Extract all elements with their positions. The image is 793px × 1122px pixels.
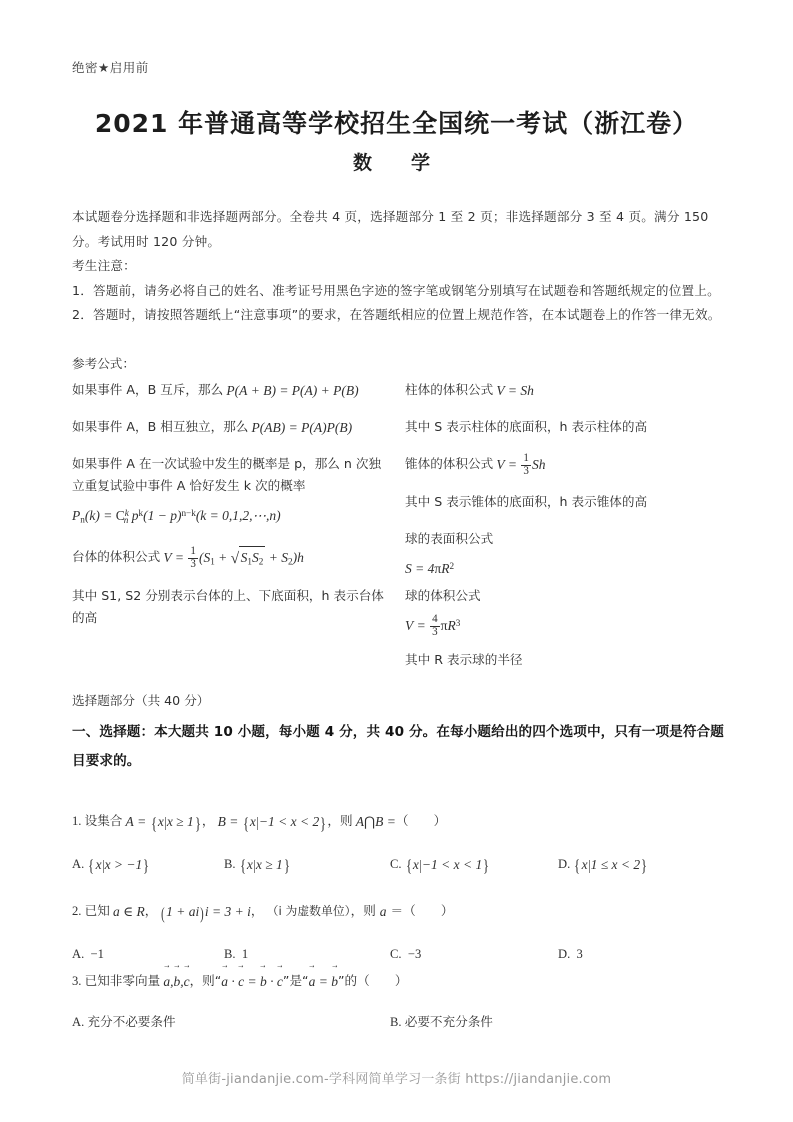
page-title: 2021 年普通高等学校招生全国统一考试（浙江卷） xyxy=(94,109,699,138)
question-3-options xyxy=(72,1012,732,1032)
question-2-options xyxy=(72,944,732,964)
question-2-option-b[interactable]: B. 1 xyxy=(224,946,249,961)
question-3-stem: 3. 已知非零向量 a →,b →,c →，则“a → · c → = b → · c →”是“a → = b →”的（ ） xyxy=(72,970,732,993)
formula-cone xyxy=(405,453,735,478)
question-2-option-d[interactable]: D. 3 xyxy=(558,946,583,961)
question-1-stem-pre: 设集合 xyxy=(84,813,123,828)
formula-mutually-exclusive-text: 如果事件 A，B 互斥，那么 xyxy=(72,382,224,397)
formula-column-right xyxy=(405,379,735,686)
question-3-option-a[interactable]: A. 充分不必要条件 xyxy=(72,1014,176,1029)
intro-line-1: 本试题卷分选择题和非选择题两部分。全卷共 4 页，选择题部分 1 至 2 页；非选择题部分 3 至 4 页。满分 150 分。考试用时 120 分钟。 xyxy=(72,209,709,249)
formula-sphere-volume-label: 球的体积公式 xyxy=(405,587,481,603)
formula-prism-label: 柱体的体积公式 xyxy=(405,382,494,397)
formula-independent-expr: P(AB) = P(A)P(B) xyxy=(251,420,353,435)
question-1-option-c[interactable]: C. {x|−1 < x < 1} xyxy=(390,856,490,876)
intro-block xyxy=(72,205,722,328)
intro-notice-label: 考生注意： xyxy=(72,258,136,273)
reference-formula-label: 参考公式： xyxy=(72,356,135,371)
formula-mutually-exclusive-expr: P(A + B) = P(A) + P(B) xyxy=(226,383,359,398)
part-label-choice: 选择题部分（共 40 分） xyxy=(72,693,210,708)
subject-title: 数 学 xyxy=(352,152,440,174)
formula-frustum-note: 其中 S1, S2 分别表示台体的上、下底面积，h 表示台体的高 xyxy=(72,588,384,626)
formula-frustum xyxy=(72,546,392,573)
question-3-stem-pre: 已知非零向量 xyxy=(84,973,161,988)
question-2-option-c[interactable]: C. −3 xyxy=(390,946,422,961)
formula-sphere-area-label: 球的表面积公式 xyxy=(405,530,494,546)
formula-mutually-exclusive xyxy=(72,379,392,401)
formula-sphere-note: 其中 R 表示球的半径 xyxy=(405,652,523,668)
question-1-option-d[interactable]: D. {x|1 ≤ x < 2} xyxy=(558,856,648,876)
secret-mark: 绝密★启用前 xyxy=(72,60,149,75)
question-1-option-a[interactable]: A. {x|x > −1} xyxy=(72,856,150,876)
question-2 xyxy=(72,900,732,964)
question-3-number: 3. xyxy=(72,974,82,988)
formula-binomial-text: 如果事件 A 在一次试验中发生的概率是 p，那么 n 次独立重复试验中事件 A 恰好发生 k 次的概率 xyxy=(72,456,382,493)
question-2-option-a[interactable]: A. −1 xyxy=(72,946,104,961)
formula-sphere-volume-expr: V = $\frac{4}{3}$ $\pi R^3$ xyxy=(405,613,461,638)
question-1-stem: 1. 设集合 A = {x|x ≥ 1}， B = {x|−1 < x < 2}，则 A⋂B =（ ） xyxy=(72,813,447,833)
formula-independent xyxy=(72,416,392,438)
question-2-number: 2. xyxy=(72,904,82,918)
question-1-number: 1. xyxy=(72,814,82,828)
formula-frustum-expr: V = $\frac{1}{3}$ ($S_1$ + √ $S_1S_2 + S_2)h$ xyxy=(163,550,304,565)
question-1 xyxy=(72,810,732,874)
question-2-stem-note: （i 为虚数单位） xyxy=(266,904,351,918)
question-1-options xyxy=(72,854,732,874)
intro-note-2: 2．答题时，请按照答题纸上“注意事项”的要求，在答题纸相应的位置上规范作答，在本试题卷上的作答一律无效。 xyxy=(72,307,721,322)
question-1-option-b[interactable]: B. {x|x ≥ 1} xyxy=(224,856,290,876)
formula-independent-text: 如果事件 A，B 相互独立，那么 xyxy=(72,419,249,434)
question-3 xyxy=(72,970,732,1032)
formula-prism-note: 其中 S 表示柱体的底面积，h 表示柱体的高 xyxy=(405,419,648,434)
question-2-stem: 2. 已知 a ∈ R， (1 + ai)i = 3 + i， （i 为虚数单位），则 a ＝（ ） xyxy=(72,903,454,923)
formula-frustum-label: 台体的体积公式 xyxy=(72,548,161,564)
formula-column-left xyxy=(72,379,392,644)
question-3-option-b[interactable]: B. 必要不充分条件 xyxy=(390,1014,493,1029)
question-3-stem-tail: 的（ ） xyxy=(344,973,408,988)
intro-note-1: 1．答题前，请务必将自己的姓名、准考证号用黑色字迹的签字笔或钢笔分别填写在试题卷和答题纸规定的位置上。 xyxy=(72,282,720,298)
footer-watermark: 简单街-jiandanjie.com-学科网简单学习一条街 https://jiandanjie.com xyxy=(181,1072,612,1087)
formula-sphere-area-expr: $S = 4\pi R^2$ xyxy=(405,560,455,576)
formula-cone-expr: V = $\frac{1}{3}$ Sh xyxy=(496,452,546,477)
question-2-stem-pre: 已知 xyxy=(84,903,110,918)
formula-prism-expr: V = Sh xyxy=(496,383,534,398)
formula-prism xyxy=(405,379,735,401)
formula-cone-note: 其中 S 表示锥体的底面积，h 表示锥体的高 xyxy=(405,493,648,509)
section-one-heading: 一、选择题：本大题共 10 小题，每小题 4 分，共 40 分。在每小题给出的四个选项中，只有一项是符合题目要求的。 xyxy=(72,724,724,769)
formula-cone-label: 锥体的体积公式 xyxy=(405,456,494,471)
formula-binomial-expr: $P_n(k) = C^kn$ $p^k(1 - p)^{n-k}(k$ = 0,1,2,⋯,n) xyxy=(72,508,281,525)
